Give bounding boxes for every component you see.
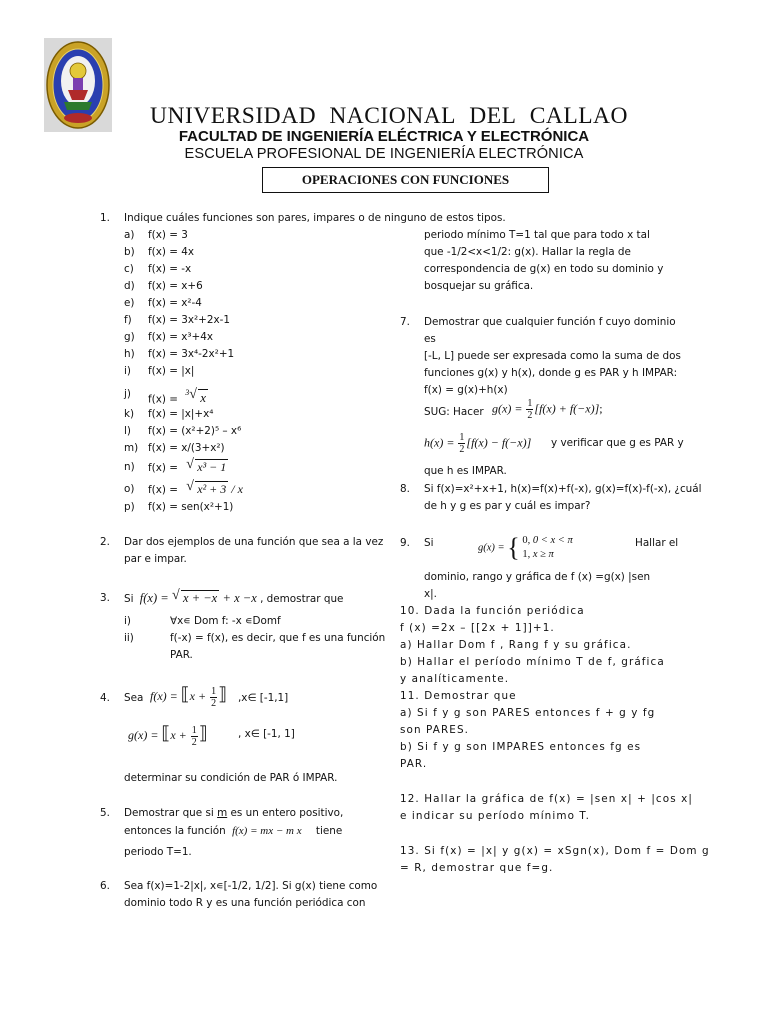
university-name bbox=[150, 103, 628, 129]
radical-sign-icon: √ bbox=[189, 387, 197, 403]
problem-text: que -1/2<x<1/2: g(x). Hallar la regla de bbox=[424, 246, 631, 258]
problem-text: Si f(x)=x²+x+1, h(x)=f(x)+f(-x), g(x)=f(x)-f(-x), ¿cuál bbox=[424, 483, 702, 495]
item-text-lhs: f(x) = bbox=[148, 462, 178, 474]
math-lhs: f(x) = bbox=[139, 591, 169, 605]
bracket-left-icon: ⟦ bbox=[180, 684, 190, 704]
item-label: n) bbox=[124, 461, 135, 473]
problem-text: determinar su condición de PAR ó IMPAR. bbox=[124, 772, 338, 784]
case-row bbox=[522, 548, 572, 562]
item-text: f(x) = x³+4x bbox=[148, 331, 214, 343]
underlined-variable: m bbox=[217, 807, 228, 819]
item-text: f(x) = 3x⁴-2x²+1 bbox=[148, 348, 235, 360]
problem-text: 10. Dada la función periódica bbox=[400, 605, 585, 617]
university-word: DEL bbox=[469, 103, 517, 129]
brace-icon: { bbox=[507, 533, 520, 562]
problem-text: y analíticamente. bbox=[400, 673, 510, 685]
problem-text: Si bbox=[424, 537, 434, 549]
problem-text: dominio todo R y es una función periódica con bbox=[124, 897, 366, 909]
radical bbox=[189, 389, 208, 406]
math-piecewise bbox=[478, 533, 573, 563]
university-word: UNIVERSIDAD bbox=[150, 103, 317, 129]
problem-text: 11. Demostrar que bbox=[400, 690, 517, 702]
item-label: l) bbox=[124, 425, 131, 437]
radical bbox=[172, 590, 219, 607]
item-text: f(x) = 3 bbox=[148, 229, 188, 241]
item-text: f(x) = x²-4 bbox=[148, 297, 202, 309]
radicand: x³ − 1 bbox=[197, 460, 227, 474]
math-lhs: g(x) = bbox=[492, 401, 523, 416]
item-text bbox=[148, 459, 228, 477]
problem-text: a) Si f y g son PARES entonces f + g y fg bbox=[400, 707, 656, 719]
item-text: f(-x) = f(x), es decir, que f es una función bbox=[170, 632, 386, 644]
bracket-right-icon: ⟧ bbox=[218, 684, 228, 704]
problem-text: Sea f(x)=1-2|x|, x∊[-1/2, 1/2]. Si g(x) tiene como bbox=[124, 880, 378, 892]
item-label: e) bbox=[124, 297, 135, 309]
item-label: f) bbox=[124, 314, 132, 326]
math-expression: f(x) = mx − m x bbox=[232, 825, 302, 837]
fraction-numerator: 1 bbox=[211, 685, 217, 697]
cube-root-math bbox=[185, 387, 208, 406]
radicand: x + −x bbox=[183, 591, 218, 605]
problem-number: 1. bbox=[100, 212, 110, 224]
bracket-left-icon: ⟦ bbox=[161, 723, 171, 743]
fraction-numerator: 1 bbox=[527, 398, 533, 409]
fraction bbox=[191, 725, 198, 748]
item-text: f(x) = -x bbox=[148, 263, 192, 275]
math-body: [f(x) − f(−x)] bbox=[466, 435, 532, 450]
fraction bbox=[458, 432, 465, 455]
item-text bbox=[148, 481, 243, 499]
university-seal-icon bbox=[44, 38, 112, 132]
math-lhs: h(x) = bbox=[424, 435, 455, 450]
item-label: i) bbox=[124, 615, 131, 627]
item-text: f(x) = x+6 bbox=[148, 280, 203, 292]
item-label: b) bbox=[124, 246, 135, 258]
faculty-name: FACULTAD DE INGENIERÍA ELÉCTRICA Y ELECTRÓNICA bbox=[178, 128, 590, 145]
item-label: p) bbox=[124, 501, 135, 513]
problem-number: 8. bbox=[400, 483, 410, 495]
fraction-denominator: 2 bbox=[527, 410, 533, 421]
problem-text: e indicar su período mínimo T. bbox=[400, 810, 591, 822]
problem-text-part: Demostrar que si bbox=[124, 807, 214, 819]
item-text: f(x) = (x²+2)⁵ – x⁶ bbox=[148, 425, 242, 437]
domain-text: , x∈ [-1, 1] bbox=[238, 728, 295, 740]
item-label: h) bbox=[124, 348, 135, 360]
case-value: 1 bbox=[522, 549, 528, 560]
item-text: f(x) = 4x bbox=[148, 246, 194, 258]
problem-text: 13. Si f(x) = |x| y g(x) = xSgn(x), Dom f = Dom g bbox=[400, 845, 710, 857]
problem-text: bosquejar su gráfica. bbox=[424, 280, 534, 292]
math-lhs: g(x) = bbox=[478, 542, 505, 554]
problem-text-post: , demostrar que bbox=[260, 593, 344, 605]
fraction bbox=[210, 686, 217, 709]
item-label: c) bbox=[124, 263, 134, 275]
item-label: k) bbox=[124, 408, 135, 420]
page-title bbox=[262, 167, 549, 193]
math-rest: + x −x bbox=[222, 591, 257, 605]
problem-text: x|. bbox=[424, 588, 437, 600]
radical-sign-icon: √ bbox=[186, 479, 194, 494]
problem-text: funciones g(x) y h(x), donde g es PAR y h IMPAR: bbox=[424, 367, 678, 379]
problem-number: 5. bbox=[100, 807, 110, 819]
item-text: PAR. bbox=[170, 649, 193, 661]
problem-number: 9. bbox=[400, 537, 410, 549]
radical-sign-icon: √ bbox=[172, 588, 180, 603]
problem-text: dominio, rango y gráfica de f (x) =g(x) |sen bbox=[424, 571, 651, 583]
page-title-text: OPERACIONES CON FUNCIONES bbox=[301, 172, 510, 187]
item-text: f(x) = |x| bbox=[148, 365, 195, 377]
problem-text: Demostrar que cualquier función f cuyo dominio bbox=[424, 316, 676, 328]
math-tail: / x bbox=[228, 482, 243, 496]
problem-text-pre: Si bbox=[124, 593, 134, 605]
math-g-definition bbox=[128, 723, 208, 748]
item-label: g) bbox=[124, 331, 135, 343]
item-label: a) bbox=[124, 229, 135, 241]
problem-text: periodo mínimo T=1 tal que para todo x tal bbox=[424, 229, 650, 241]
problem-text: Hallar el bbox=[635, 537, 679, 549]
item-text bbox=[148, 386, 208, 408]
problem-text: que h es IMPAR. bbox=[424, 465, 507, 477]
problem-text-part: entonces la función bbox=[124, 825, 226, 837]
math-lhs: g(x) = bbox=[128, 728, 159, 742]
case-value: 0 bbox=[522, 535, 528, 546]
radical bbox=[186, 459, 228, 476]
domain-text: ,x∈ [-1,1] bbox=[238, 692, 289, 704]
problem-text: y verificar que g es PAR y bbox=[551, 437, 684, 449]
radical-sign-icon: √ bbox=[186, 457, 194, 472]
problem-number: 6. bbox=[100, 880, 110, 892]
item-text: f(x) = 3x²+2x-1 bbox=[148, 314, 230, 326]
math-g-definition bbox=[492, 398, 603, 421]
problem-text: b) Si f y g son IMPARES entonces fg es bbox=[400, 741, 642, 753]
math-body: x + bbox=[189, 689, 207, 703]
problem-text bbox=[124, 823, 342, 840]
problem-text bbox=[124, 805, 343, 822]
fraction bbox=[526, 398, 533, 421]
item-label: m) bbox=[124, 442, 139, 454]
problem-number: 7. bbox=[400, 316, 410, 328]
piecewise-cases bbox=[522, 534, 572, 562]
problem-text: PAR. bbox=[400, 758, 428, 770]
item-text: f(x) = |x|+x⁴ bbox=[148, 408, 214, 420]
item-text-lhs: f(x) = bbox=[148, 393, 178, 406]
university-word: NACIONAL bbox=[329, 103, 457, 129]
problem-text: es bbox=[424, 333, 436, 345]
fraction-denominator: 2 bbox=[211, 697, 217, 709]
problem-text: f(x) = g(x)+h(x) bbox=[424, 384, 508, 396]
math-lhs: f(x) = bbox=[150, 689, 178, 703]
item-text: f(x) = sen(x²+1) bbox=[148, 501, 234, 513]
problem-text: [-L, L] puede ser expresada como la suma de dos bbox=[424, 350, 681, 362]
math-h-definition bbox=[424, 432, 531, 455]
item-label: j) bbox=[124, 388, 131, 400]
bracket-right-icon: ⟧ bbox=[198, 723, 208, 743]
problem-text-part: tiene bbox=[315, 825, 343, 837]
problem-number: 4. bbox=[100, 692, 110, 704]
item-label: o) bbox=[124, 483, 135, 495]
item-text-lhs: f(x) = bbox=[148, 484, 178, 496]
root-index: 3 bbox=[185, 388, 190, 397]
problem-text: f (x) =2x – [[2x + 1]]+1. bbox=[400, 622, 555, 634]
item-text: ∀x∊ Dom f: -x ∊Domf bbox=[170, 615, 281, 627]
math-semicolon: ; bbox=[599, 401, 603, 416]
problem-text: = R, demostrar que f=g. bbox=[400, 862, 554, 874]
item-label: ii) bbox=[124, 632, 134, 644]
radicand: x² + 3 bbox=[197, 482, 227, 496]
problem-text: 12. Hallar la gráfica de f(x) = |sen x| + |cos x| bbox=[400, 793, 693, 805]
problem-text: SUG: Hacer bbox=[424, 406, 484, 418]
case-row bbox=[522, 534, 572, 548]
item-label: d) bbox=[124, 280, 135, 292]
fraction-numerator: 1 bbox=[459, 432, 465, 443]
item-label: i) bbox=[124, 365, 131, 377]
math-f-definition bbox=[150, 684, 227, 709]
school-name: ESCUELA PROFESIONAL DE INGENIERÍA ELECTRÓNICA bbox=[184, 146, 584, 162]
item-text: f(x) = x/(3+x²) bbox=[148, 442, 225, 454]
problem-number: 2. bbox=[100, 536, 110, 548]
problem-text: son PARES. bbox=[400, 724, 470, 736]
radicand: x bbox=[200, 390, 207, 406]
university-word: CALLAO bbox=[529, 103, 628, 129]
problem-text bbox=[124, 590, 343, 608]
fraction-denominator: 2 bbox=[459, 444, 465, 455]
problem-text: a) Hallar Dom f , Rang f y su gráfica. bbox=[400, 639, 632, 651]
case-condition: , x ≥ π bbox=[527, 549, 554, 560]
problem-text: de h y g es par y cuál es impar? bbox=[424, 500, 591, 512]
fraction-denominator: 2 bbox=[191, 736, 197, 748]
math-body: [f(x) + f(−x)] bbox=[534, 401, 600, 416]
problem-number: 3. bbox=[100, 592, 110, 604]
problem-text-part: es un entero positivo, bbox=[230, 807, 344, 819]
problem-text: b) Hallar el período mínimo T de f, gráfica bbox=[400, 656, 665, 668]
problem-text: Sea bbox=[124, 692, 144, 704]
problem-text: correspondencia de g(x) en todo su dominio y bbox=[424, 263, 664, 275]
problem-text: par e impar. bbox=[124, 553, 187, 565]
problem-text: periodo T=1. bbox=[124, 846, 192, 858]
problem-text: Indique cuáles funciones son pares, impares o de ninguno de estos tipos. bbox=[124, 212, 506, 224]
case-condition: , 0 < x < π bbox=[527, 535, 573, 546]
math-body: x + bbox=[170, 728, 187, 742]
radical bbox=[186, 481, 228, 498]
problem-text: Dar dos ejemplos de una función que sea a la vez bbox=[124, 536, 384, 548]
fraction-numerator: 1 bbox=[191, 724, 197, 736]
